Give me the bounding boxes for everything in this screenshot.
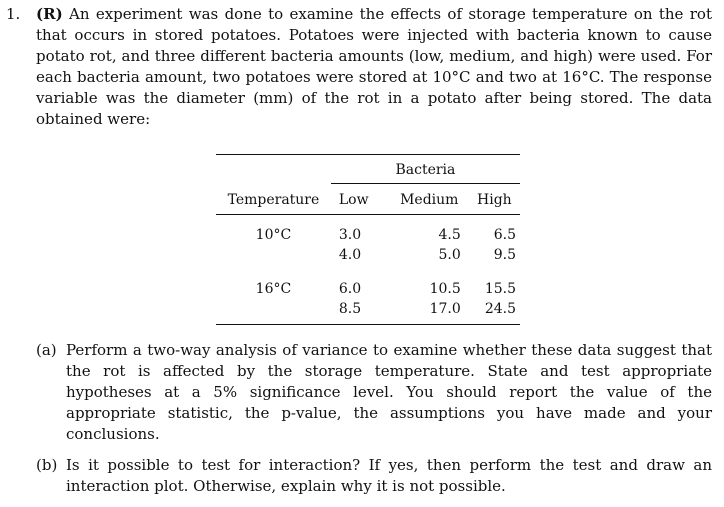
data-table-container — [216, 154, 520, 325]
part-a — [36, 340, 712, 445]
part-text: Perform a two-way analysis of variance to examine whether these data suggest that the rot is affected by the storage temperature. State and test appropriate hypotheses at a 5% significance level. You should report the value of the appropriate statistic, the p-value, the assumptions you have made and your conclusions. — [66, 341, 712, 443]
high-cell: 24.5 — [484, 301, 516, 317]
table-group-header-row — [216, 155, 520, 184]
part-label: (b) — [36, 456, 58, 474]
low-cell: 6.0 — [338, 281, 362, 297]
column-header-temperature: Temperature — [227, 191, 320, 208]
problem-intro — [36, 4, 718, 130]
part-text: Is it possible to test for interaction? If yes, then perform the test and draw an interaction plot. Otherwise, explain why it is not possible. — [66, 456, 712, 495]
low-cell: 8.5 — [338, 301, 362, 317]
part-label: (a) — [36, 341, 57, 359]
temperature-cell: 10°C — [255, 227, 292, 243]
data-table — [216, 154, 520, 325]
table-row — [216, 225, 520, 245]
problem-intro-text: An experiment was done to examine the effects of storage temperature on the rot that occurs in stored potatoes. Potatoes were injected with bacteria known to cause potato rot, and three different bacteria amounts (low, medium, and high) were used. For each bacteria amount, two potatoes were stored at 10°C and two at 16°C. The response variable was the diameter (mm) of the rot in a potato after being stored. The data obtained were: — [36, 5, 712, 128]
medium-cell: 5.0 — [438, 247, 461, 263]
table-row — [216, 279, 520, 299]
table-row — [216, 299, 520, 325]
part-b — [36, 455, 712, 497]
bacteria-group-header: Bacteria — [395, 162, 456, 178]
table-header-row — [216, 184, 520, 215]
problem-tag: (R) — [36, 5, 63, 23]
high-cell: 9.5 — [493, 247, 516, 263]
column-header-high: High — [469, 184, 520, 215]
medium-cell: 4.5 — [438, 227, 461, 243]
problem-header — [0, 4, 718, 130]
low-cell: 3.0 — [338, 227, 362, 243]
high-cell: 6.5 — [493, 227, 516, 243]
problem-number: 1. — [6, 5, 21, 23]
high-cell: 15.5 — [484, 281, 516, 297]
temperature-cell: 16°C — [255, 281, 292, 297]
table-row — [216, 245, 520, 265]
column-header-medium: Medium — [390, 184, 469, 215]
low-cell: 4.0 — [338, 247, 362, 263]
column-header-low: Low — [331, 184, 390, 215]
question-parts — [36, 340, 712, 507]
medium-cell: 17.0 — [429, 301, 461, 317]
problem-1 — [0, 4, 718, 130]
medium-cell: 10.5 — [429, 281, 461, 297]
